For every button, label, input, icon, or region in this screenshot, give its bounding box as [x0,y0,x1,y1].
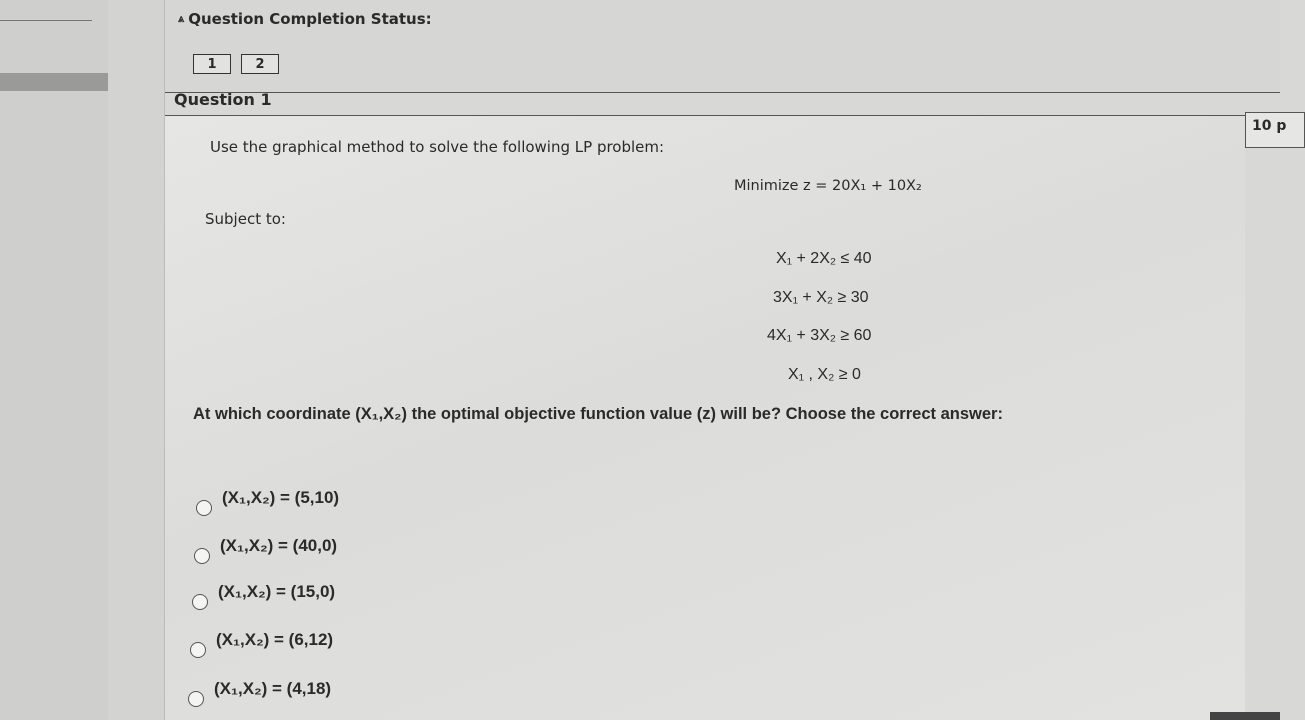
bottom-edge-strip [1210,712,1280,720]
radio-button[interactable] [188,691,204,707]
question-heading: Question 1 [174,90,272,109]
radio-button[interactable] [192,594,208,610]
answer-option-label[interactable]: (X₁,X₂) = (15,0) [218,582,336,601]
answer-option-label[interactable]: (X₁,X₂) = (4,18) [214,679,332,698]
objective-function: Minimize z = 20X₁ + 10X₂ [734,178,922,194]
question-nav-2-button[interactable]: 2 [241,54,279,74]
subject-to-label: Subject to: [205,210,286,228]
constraint-1: X₁ + 2X₂ ≤ 40 [776,250,872,267]
rail-band [0,73,108,91]
answer-option-1[interactable] [196,488,339,508]
constraint-2: 3X₁ + X₂ ≥ 30 [773,289,869,306]
question-nav-1-button[interactable]: 1 [193,54,231,74]
heading-divider [165,115,1245,116]
rail-divider [0,20,92,21]
answer-option-label[interactable]: (X₁,X₂) = (40,0) [220,536,338,555]
answer-option-label[interactable]: (X₁,X₂) = (6,12) [216,630,334,649]
constraint-3: 4X₁ + 3X₂ ≥ 60 [767,327,872,344]
radio-button[interactable] [190,642,206,658]
points-badge: 10 p [1245,112,1305,148]
frame-edge [108,0,165,720]
answer-option-3[interactable] [192,582,335,602]
question-prompt: Use the graphical method to solve the following LP problem: [210,138,665,156]
answer-option-2[interactable] [194,536,337,556]
answer-option-label[interactable]: (X₁,X₂) = (5,10) [222,488,340,507]
radio-button[interactable] [196,500,212,516]
collapse-up-icon[interactable]: ⩓ [178,12,185,25]
answer-question-text: At which coordinate (X₁,X₂) the optimal objective function value (z) will be? Choose the correct answer: [193,405,1003,423]
answer-option-4[interactable] [190,630,333,650]
radio-button[interactable] [194,548,210,564]
completion-status-header[interactable] [178,10,432,28]
constraint-nonnegativity: X₁ , X₂ ≥ 0 [788,366,861,383]
left-navigation-rail [0,0,109,720]
answer-option-5[interactable] [188,679,331,699]
completion-status-title: Question Completion Status: [188,10,432,28]
